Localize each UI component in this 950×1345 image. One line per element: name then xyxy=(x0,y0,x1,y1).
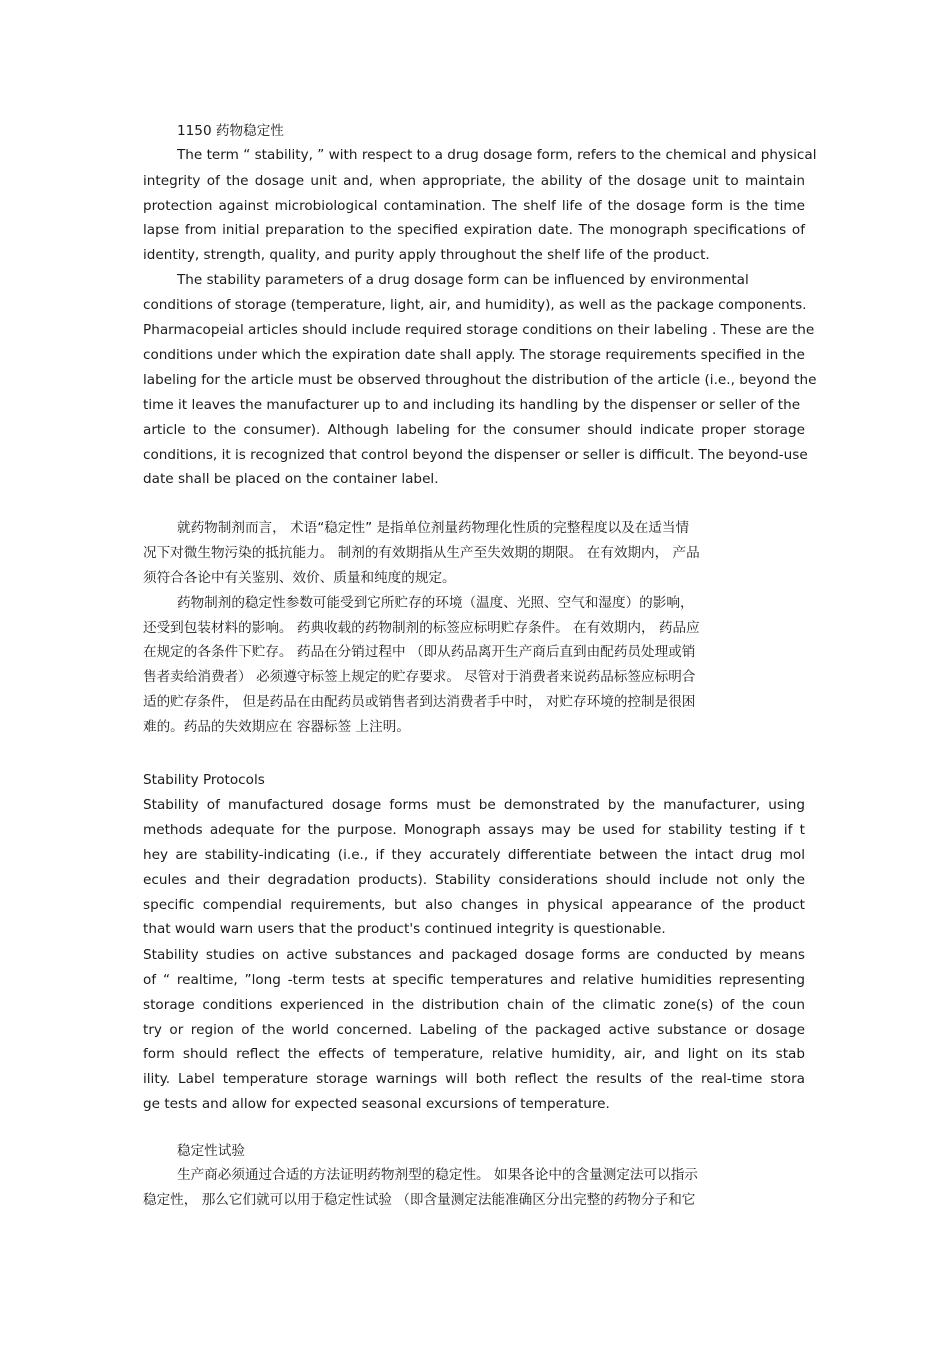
paragraph-line: labeling for the article must be observed throughout the distribution of the article (i.e., beyond the xyxy=(143,372,817,388)
paragraph-line: 生产商必须通过合适的方法证明药物剂型的稳定性。 如果各论中的含量测定法可以指示 xyxy=(177,1167,698,1183)
paragraph-line: 药物制剂的稳定性参数可能受到它所贮存的环境（温度、光照、空气和湿度）的影响， xyxy=(177,595,694,611)
paragraph-line: ecules and their degradation products). Stability considerations should include not only the xyxy=(143,872,805,888)
paragraph-line: that would warn users that the product's continued integrity is questionable. xyxy=(143,921,666,937)
paragraph-line: The stability parameters of a drug dosage form can be influenced by environmental xyxy=(177,272,749,288)
paragraph-line: conditions of storage (temperature, light, air, and humidity), as well as the package components. xyxy=(143,297,807,313)
paragraph-line: 稳定性， 那么它们就可以用于稳定性试验 （即含量测定法能准确区分出完整的药物分子和它 xyxy=(143,1192,696,1208)
paragraph-line: 适的贮存条件， 但是药品在由配药员或销售者到达消费者手中时， 对贮存环境的控制是很困 xyxy=(143,694,696,710)
paragraph-line: time it leaves the manufacturer up to and including its handling by the dispenser or seller of the xyxy=(143,397,801,413)
paragraph-line: try or region of the world concerned. Labeling of the packaged active substance or dosage xyxy=(143,1022,805,1038)
paragraph-line: hey are stability-indicating (i.e., if they accurately differentiate between the intact drug mol xyxy=(143,847,805,863)
paragraph-line: form should reflect the effects of temperature, relative humidity, air, and light on its stab xyxy=(143,1046,805,1062)
paragraph-line: conditions, it is recognized that control beyond the dispenser or seller is difficult. The beyond-use xyxy=(143,447,808,463)
paragraph-line: methods adequate for the purpose. Monograph assays may be used for stability testing if t xyxy=(143,822,805,838)
section-title: 稳定性试验 xyxy=(177,1143,245,1159)
paragraph-line: 须符合各论中有关鉴别、效价、质量和纯度的规定。 xyxy=(143,570,456,586)
paragraph-line: storage conditions experienced in the distribution chain of the climatic zone(s) of the coun xyxy=(143,997,805,1013)
paragraph-line: conditions under which the expiration date shall apply. The storage requirements specified in the xyxy=(143,347,805,363)
paragraph-line: date shall be placed on the container label. xyxy=(143,471,439,487)
paragraph-line: lapse from initial preparation to the specified expiration date. The monograph specifications of xyxy=(143,222,805,238)
paragraph-line: integrity of the dosage unit and, when appropriate, the ability of the dosage unit to maintain xyxy=(143,173,805,189)
section-title: Stability Protocols xyxy=(143,772,265,788)
paragraph-line: specific compendial requirements, but also changes in physical appearance of the product xyxy=(143,897,805,913)
paragraph-line: The term “ stability, ” with respect to a drug dosage form, refers to the chemical and physical xyxy=(177,147,817,163)
paragraph-line: Pharmacopeial articles should include required storage conditions on their labeling . These are the xyxy=(143,322,815,338)
document-heading: 1150 药物稳定性 xyxy=(177,123,284,139)
paragraph-line: article to the consumer). Although labeling for the consumer should indicate proper storage xyxy=(143,422,805,438)
paragraph-line: identity, strength, quality, and purity apply throughout the shelf life of the product. xyxy=(143,247,710,263)
paragraph-line: 还受到包装材料的影响。 药典收载的药物制剂的标签应标明贮存条件。 在有效期内， 药品应 xyxy=(143,620,700,636)
paragraph-line: 难的。药品的失效期应在 容器标签 上注明。 xyxy=(143,719,410,735)
paragraph-line: 在规定的各条件下贮存。 药品在分销过程中 （即从药品离开生产商后直到由配药员处理或销 xyxy=(143,644,696,660)
paragraph-line: ility. Label temperature storage warnings will both reflect the results of the real-time stora xyxy=(143,1071,805,1087)
paragraph-line: protection against microbiological contamination. The shelf life of the dosage form is the time xyxy=(143,198,805,214)
paragraph-line: ge tests and allow for expected seasonal excursions of temperature. xyxy=(143,1096,610,1112)
paragraph-line: Stability studies on active substances and packaged dosage forms are conducted by means xyxy=(143,947,805,963)
paragraph-line: of “ realtime, ”long -term tests at specific temperatures and relative humidities representing xyxy=(143,972,805,988)
paragraph-line: 售者卖给消费者） 必须遵守标签上规定的贮存要求。 尽管对于消费者来说药品标签应标明合 xyxy=(143,669,696,685)
paragraph-line: 况下对微生物污染的抵抗能力。 制剂的有效期指从生产至失效期的期限。 在有效期内， 产品 xyxy=(143,545,700,561)
paragraph-line: 就药物制剂而言， 术语“稳定性” 是指单位剂量药物理化性质的完整程度以及在适当情 xyxy=(177,520,690,536)
paragraph-line: Stability of manufactured dosage forms must be demonstrated by the manufacturer, using xyxy=(143,797,805,813)
